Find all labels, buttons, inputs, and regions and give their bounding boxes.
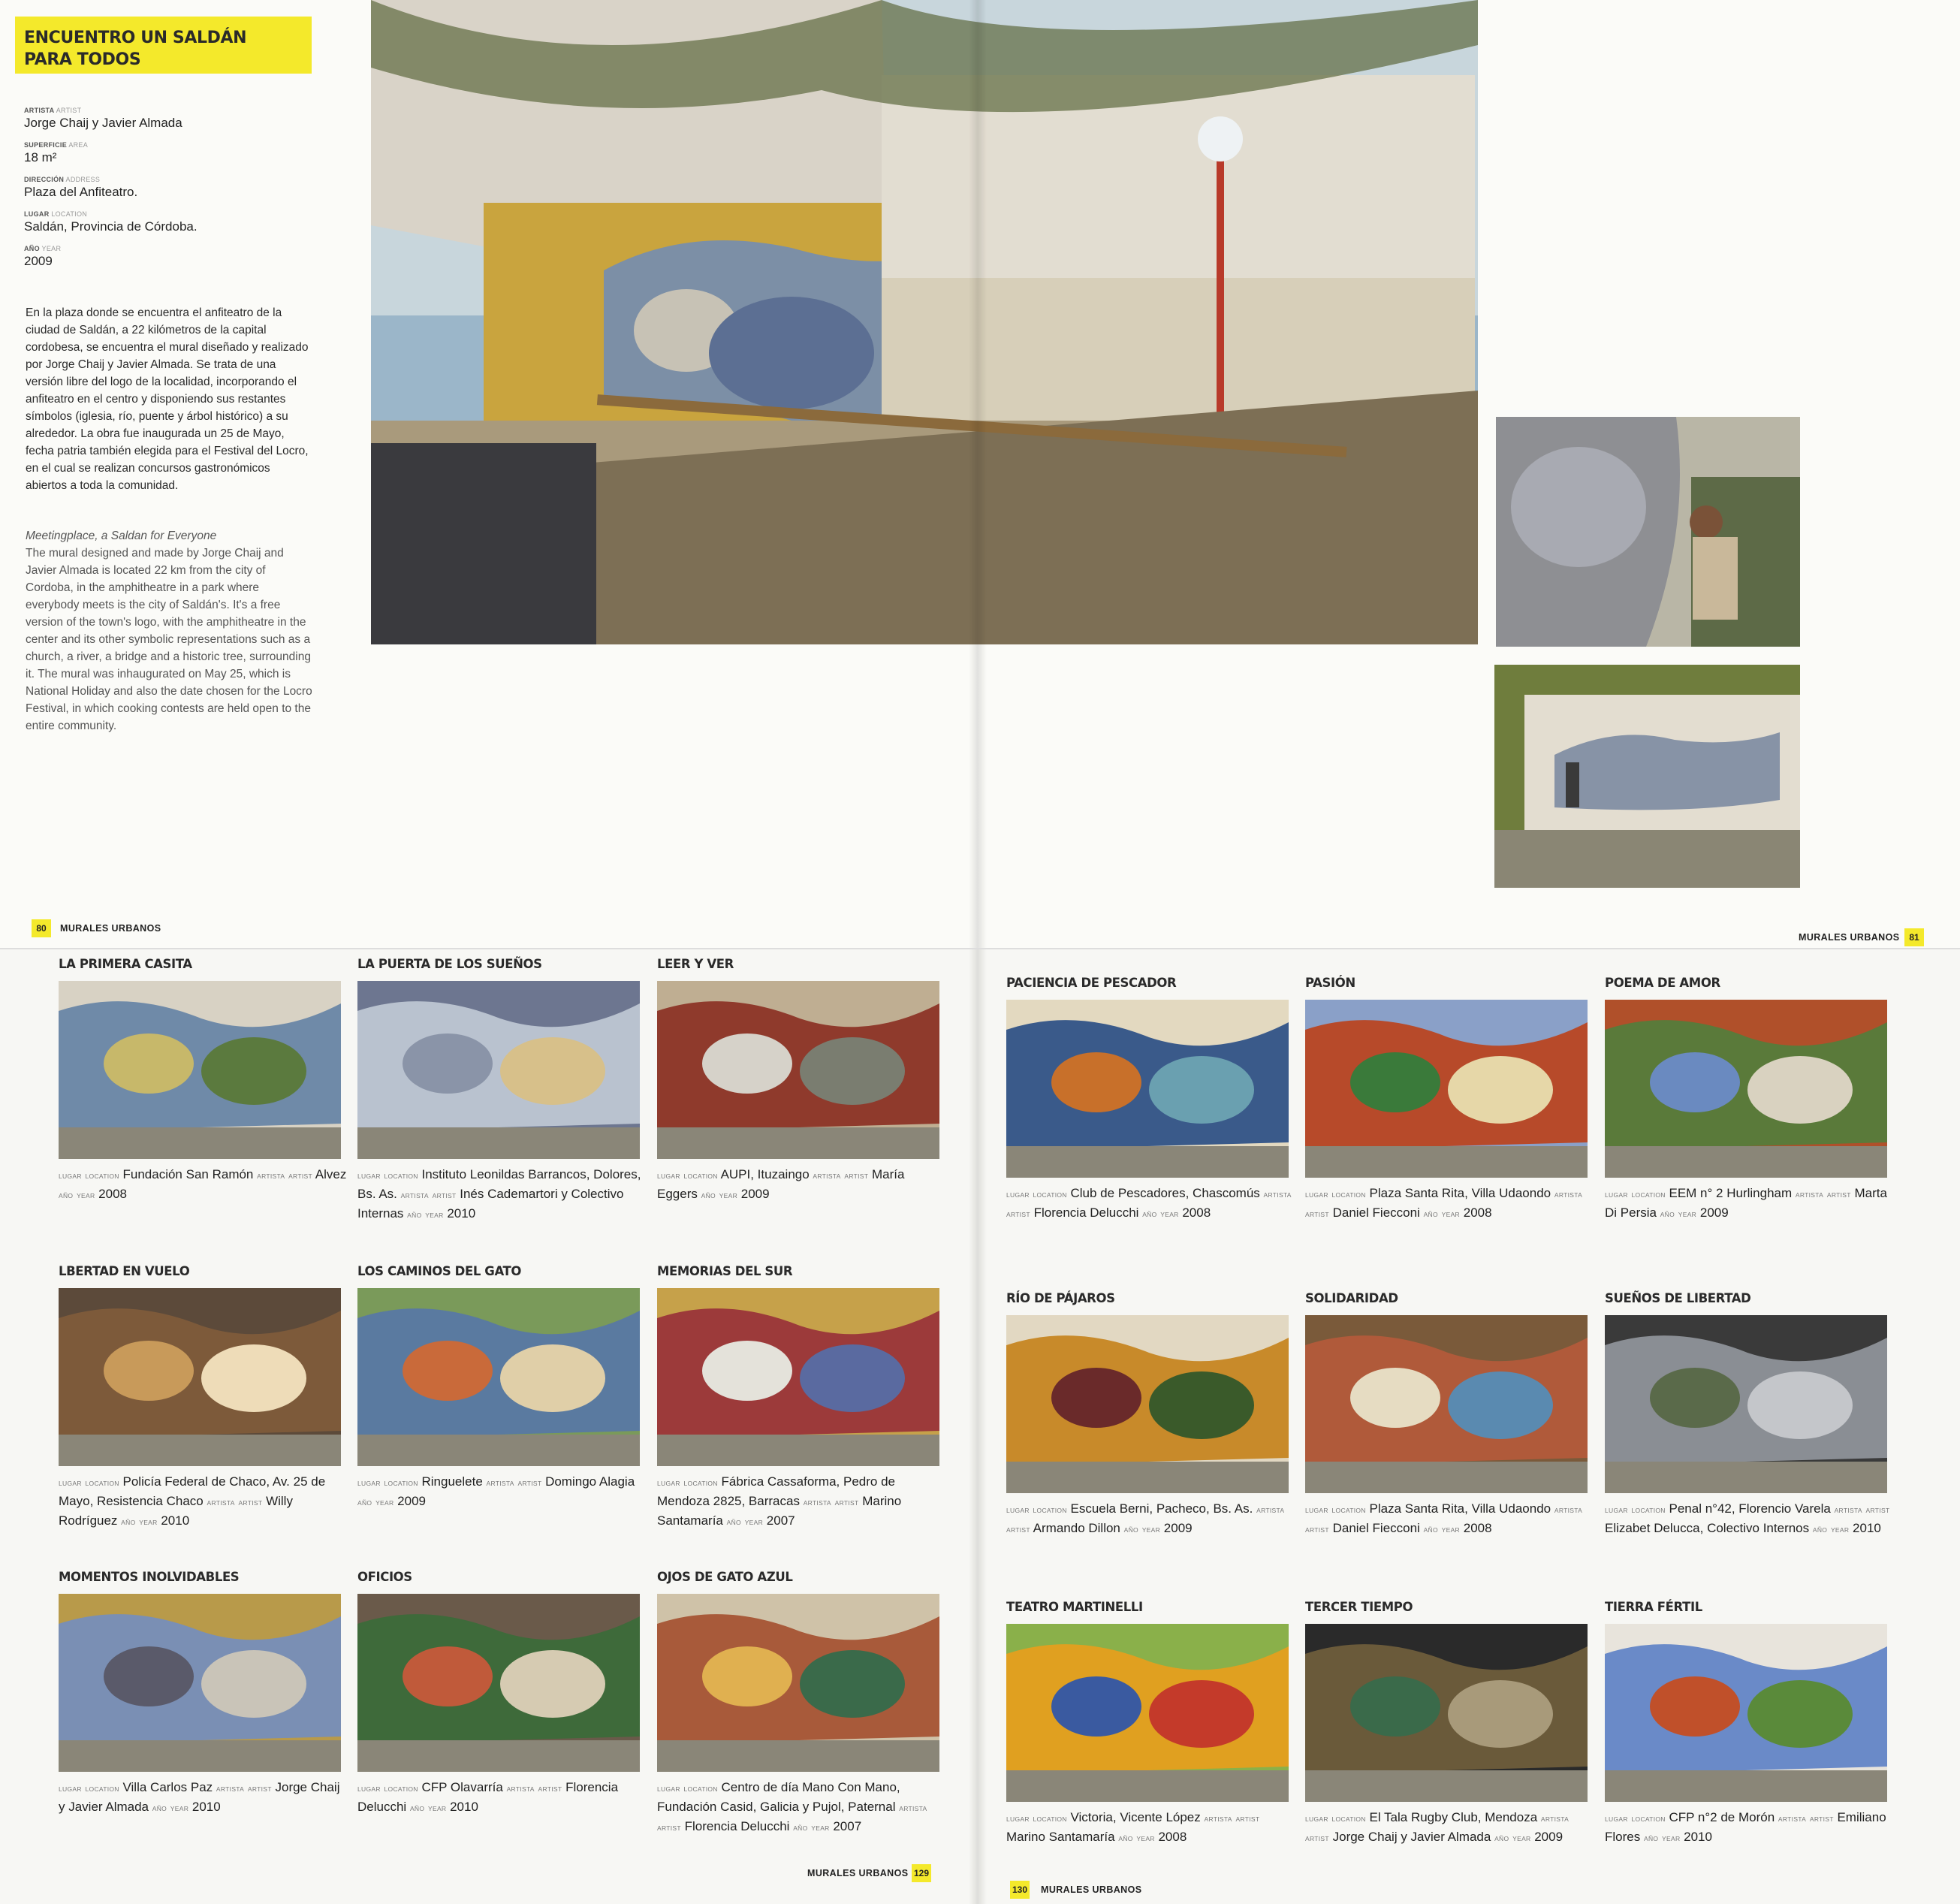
mural-location: Centro de día Mano Con Mano, Fundación Casid, Galicia y Pujol, Paternal bbox=[657, 1780, 900, 1814]
article-body-english bbox=[26, 527, 315, 735]
mural-caption: LUGAR LOCATION Policía Federal de Chaco, Av. 25 de Mayo, Resistencia Chaco ARTISTA ARTIST Willy Rodríguez AÑO YEAR 2010 bbox=[59, 1474, 326, 1528]
mural-illustration bbox=[1006, 1315, 1289, 1493]
metadata-label: ARTISTA ARTIST bbox=[24, 107, 82, 114]
page-number-left: 80 bbox=[32, 919, 51, 937]
mural-year: 2009 bbox=[1534, 1830, 1563, 1844]
metadata-field bbox=[24, 245, 317, 269]
article-english-title: Meetingplace, a Saldan for Everyone bbox=[26, 530, 217, 542]
mural-title: PASIÓN bbox=[1305, 976, 1355, 990]
mural-title: SUEÑOS DE LIBERTAD bbox=[1605, 1291, 1751, 1305]
mural-photo bbox=[1305, 1000, 1588, 1178]
mural-year: 2009 bbox=[1163, 1521, 1193, 1535]
mural-illustration bbox=[1605, 1315, 1887, 1493]
mural-title: RÍO DE PÁJAROS bbox=[1006, 1291, 1115, 1305]
mural-title: LBERTAD EN VUELO bbox=[59, 1264, 190, 1278]
mural-artist: Florencia Delucchi bbox=[357, 1780, 619, 1814]
mural-artist: Elizabet Delucca, Colectivo Internos bbox=[1605, 1521, 1810, 1535]
metadata-label: AÑO YEAR bbox=[24, 245, 62, 252]
metadata-value: 18 m² bbox=[24, 150, 57, 164]
running-header-right: MURALES URBANOS bbox=[1799, 932, 1900, 943]
mural-photo bbox=[1605, 1000, 1887, 1178]
metadata-value: Saldán, Provincia de Córdoba. bbox=[24, 219, 198, 234]
mural-artist: Armando Dillon bbox=[1033, 1521, 1120, 1535]
main-mural-illustration bbox=[371, 0, 1478, 644]
page-number-right: 81 bbox=[1904, 928, 1924, 946]
mural-year: 2009 bbox=[740, 1187, 770, 1201]
mural-caption: LUGAR LOCATION Plaza Santa Rita, Villa Udaondo ARTISTA ARTIST Daniel Fiecconi AÑO YEAR 2008 bbox=[1305, 1501, 1583, 1535]
mural-year: 2008 bbox=[1158, 1830, 1187, 1844]
mural-year: 2007 bbox=[833, 1819, 862, 1833]
mural-illustration bbox=[59, 1594, 341, 1772]
mural-location: CFP n°2 de Morón bbox=[1669, 1810, 1775, 1824]
spread-pages-80-81 bbox=[0, 0, 1960, 948]
mural-title: TIERRA FÉRTIL bbox=[1605, 1600, 1702, 1614]
mural-location: CFP Olavarría bbox=[421, 1780, 503, 1794]
article-english-text: The mural designed and made by Jorge Chaij and Javier Almada is located 22 km from the city of Cordoba, in the amphitheatre in a park where everybody meets is the city of Saldán's. It's a free version of the town's logo, with the amphitheatre in the center and its other symbolic representations such as a church, a river, a bridge and a historic tree, surrounding it. The mural was inhaugurated on May 25, which is National Holiday and also the date chosen for the Locro Festival, in which cooking contests are held open to the entire community. bbox=[26, 547, 312, 732]
mural-year: 2007 bbox=[766, 1513, 795, 1528]
mural-illustration bbox=[1605, 1624, 1887, 1802]
mural-photo bbox=[59, 1594, 341, 1772]
page-number-right-2: 130 bbox=[1010, 1881, 1030, 1899]
metadata-field bbox=[24, 176, 317, 200]
mural-location: AUPI, Ituzaingo bbox=[720, 1167, 810, 1181]
mural-caption: LUGAR LOCATION Fundación San Ramón ARTISTA ARTIST Alvez AÑO YEAR 2008 bbox=[59, 1167, 347, 1201]
mural-year: 2010 bbox=[191, 1800, 221, 1814]
mural-in-progress-illustration bbox=[1494, 665, 1800, 888]
mural-title: SOLIDARIDAD bbox=[1305, 1291, 1398, 1305]
mural-illustration bbox=[1305, 1624, 1588, 1802]
mural-caption: LUGAR LOCATION Fábrica Cassaforma, Pedro de Mendoza 2825, Barracas ARTISTA ARTIST Marino Santamaría AÑO YEAR 2007 bbox=[657, 1474, 902, 1528]
mural-caption: LUGAR LOCATION El Tala Rugby Club, Mendoza ARTISTA ARTIST Jorge Chaij y Javier Almada AÑO YEAR 2009 bbox=[1305, 1810, 1570, 1844]
mural-artist: Florencia Delucchi bbox=[1033, 1205, 1139, 1220]
article-title: ENCUENTRO UN SALDÁN PARA TODOS bbox=[24, 29, 247, 69]
mural-artist: Domingo Alagia bbox=[545, 1474, 635, 1489]
mural-location: Plaza Santa Rita, Villa Udaondo bbox=[1369, 1501, 1551, 1516]
mural-caption: LUGAR LOCATION Ringuelete ARTISTA ARTIST Domingo Alagia AÑO YEAR 2009 bbox=[357, 1474, 635, 1508]
mural-illustration bbox=[1006, 1000, 1289, 1178]
mural-artist: Marino Santamaría bbox=[1006, 1830, 1115, 1844]
mural-illustration bbox=[357, 1288, 640, 1466]
mural-artist: Jorge Chaij y Javier Almada bbox=[1332, 1830, 1491, 1844]
mural-year: 2008 bbox=[1463, 1521, 1492, 1535]
artist-working-illustration bbox=[1496, 417, 1800, 647]
mural-caption: LUGAR LOCATION CFP n°2 de Morón ARTISTA ARTIST Emiliano Flores AÑO YEAR 2010 bbox=[1605, 1810, 1886, 1844]
mural-illustration bbox=[657, 981, 939, 1159]
mural-location: Fábrica Cassaforma, Pedro de Mendoza 2825, Barracas bbox=[657, 1474, 895, 1508]
mural-title: LA PUERTA DE LOS SUEÑOS bbox=[357, 957, 542, 971]
mural-title: MOMENTOS INOLVIDABLES bbox=[59, 1570, 240, 1584]
article-body-spanish: En la plaza donde se encuentra el anfiteatro de la ciudad de Saldán, a 22 kilómetros de la capital cordobesa, se encuentra el mural diseñado y realizado por Jorge Chaij y Javier Almada. Se trata de una versión libre del logo de la localidad, incorporando el anfiteatro en el centro y disponiendo sus restantes símbolos (iglesia, río, puente y árbol histórico) a su alrededor. La obra fue inaugurada un 25 de Mayo, fecha patria también elegida para el Festival del Locro, en el cual se realizan concursos gastronómicos abiertos a toda la comunidad. bbox=[26, 306, 309, 492]
mural-photo bbox=[59, 981, 341, 1159]
metadata-field bbox=[24, 107, 317, 131]
mural-title: OJOS DE GATO AZUL bbox=[657, 1570, 793, 1584]
metadata-value: 2009 bbox=[24, 254, 53, 268]
mural-title: POEMA DE AMOR bbox=[1605, 976, 1720, 990]
running-header-left-2: MURALES URBANOS bbox=[807, 1868, 909, 1878]
mural-year: 2010 bbox=[1853, 1521, 1881, 1535]
mural-photo bbox=[1605, 1624, 1887, 1802]
mural-in-progress-photo bbox=[1494, 665, 1800, 888]
metadata-label: SUPERFICIE AREA bbox=[24, 141, 89, 149]
mural-year: 2009 bbox=[397, 1494, 426, 1508]
mural-title: LOS CAMINOS DEL GATO bbox=[357, 1264, 522, 1278]
mural-location: Penal n°42, Florencio Varela bbox=[1669, 1501, 1831, 1516]
mural-artist: Inés Cademartori y Colectivo Internas bbox=[357, 1187, 624, 1221]
mural-caption: LUGAR LOCATION Club de Pescadores, Chascomús ARTISTA ARTIST Florencia Delucchi AÑO YEAR 2008 bbox=[1006, 1186, 1292, 1220]
mural-title: PACIENCIA DE PESCADOR bbox=[1006, 976, 1177, 990]
mural-photo bbox=[357, 1288, 640, 1466]
mural-year: 2008 bbox=[98, 1187, 127, 1201]
mural-illustration bbox=[357, 981, 640, 1159]
running-header-left: MURALES URBANOS bbox=[60, 923, 161, 934]
mural-title: TERCER TIEMPO bbox=[1305, 1600, 1413, 1614]
mural-location: Villa Carlos Paz bbox=[122, 1780, 213, 1794]
mural-photo bbox=[1006, 1624, 1289, 1802]
metadata-label: LUGAR LOCATION bbox=[24, 210, 88, 218]
mural-illustration bbox=[357, 1594, 640, 1772]
mural-location: Victoria, Vicente López bbox=[1070, 1810, 1201, 1824]
mural-location: Plaza Santa Rita, Villa Udaondo bbox=[1369, 1186, 1551, 1200]
metadata-value: Plaza del Anfiteatro. bbox=[24, 185, 138, 199]
mural-caption: LUGAR LOCATION AUPI, Ituzaingo ARTISTA ARTIST María Eggers AÑO YEAR 2009 bbox=[657, 1167, 905, 1201]
mural-artist: Emiliano Flores bbox=[1605, 1810, 1886, 1844]
mural-year: 2010 bbox=[447, 1206, 476, 1221]
page-number-left-2: 129 bbox=[912, 1864, 931, 1882]
mural-year: 2010 bbox=[450, 1800, 478, 1814]
mural-photo bbox=[357, 1594, 640, 1772]
spread-pages-129-130 bbox=[0, 948, 1960, 1904]
mural-artist: Daniel Fiecconi bbox=[1332, 1205, 1420, 1220]
mural-caption: LUGAR LOCATION Villa Carlos Paz ARTISTA ARTIST Jorge Chaij y Javier Almada AÑO YEAR 2010 bbox=[59, 1780, 340, 1814]
mural-year: 2009 bbox=[1699, 1205, 1729, 1220]
mural-title: LA PRIMERA CASITA bbox=[59, 957, 192, 971]
mural-photo bbox=[1305, 1624, 1588, 1802]
mural-title: OFICIOS bbox=[357, 1570, 412, 1584]
mural-title: MEMORIAS DEL SUR bbox=[657, 1264, 793, 1278]
metadata-value: Jorge Chaij y Javier Almada bbox=[24, 116, 182, 130]
mural-artist: Jorge Chaij y Javier Almada bbox=[59, 1780, 340, 1814]
mural-photo bbox=[657, 1288, 939, 1466]
mural-artist: Daniel Fiecconi bbox=[1332, 1521, 1420, 1535]
mural-caption: LUGAR LOCATION Victoria, Vicente López ARTISTA ARTIST Marino Santamaría AÑO YEAR 2008 bbox=[1006, 1810, 1260, 1844]
mural-illustration bbox=[59, 981, 341, 1159]
mural-artist: Marta Di Persia bbox=[1605, 1186, 1887, 1220]
mural-illustration bbox=[1006, 1624, 1289, 1802]
mural-photo bbox=[1006, 1315, 1289, 1493]
mural-caption: LUGAR LOCATION Escuela Berni, Pacheco, Bs. As. ARTISTA ARTIST Armando Dillon AÑO YEAR 2009 bbox=[1006, 1501, 1285, 1535]
mural-caption: LUGAR LOCATION CFP Olavarría ARTISTA ARTIST Florencia Delucchi AÑO YEAR 2010 bbox=[357, 1780, 619, 1814]
mural-illustration bbox=[657, 1594, 939, 1772]
mural-artist: Marino Santamaría bbox=[657, 1494, 902, 1528]
mural-year: 2010 bbox=[161, 1513, 190, 1528]
mural-location: Escuela Berni, Pacheco, Bs. As. bbox=[1070, 1501, 1253, 1516]
mural-photo bbox=[657, 981, 939, 1159]
mural-artist: Willy Rodríguez bbox=[59, 1494, 293, 1528]
mural-location: El Tala Rugby Club, Mendoza bbox=[1369, 1810, 1538, 1824]
mural-caption: LUGAR LOCATION EEM n° 2 Hurlingham ARTISTA ARTIST Marta Di Persia AÑO YEAR 2009 bbox=[1605, 1186, 1887, 1220]
mural-photo bbox=[1305, 1315, 1588, 1493]
main-mural-photo bbox=[371, 0, 1478, 644]
mural-photo bbox=[357, 981, 640, 1159]
metadata-label: DIRECCIÓN ADDRESS bbox=[24, 176, 101, 183]
mural-title: TEATRO MARTINELLI bbox=[1006, 1600, 1143, 1614]
mural-illustration bbox=[1305, 1000, 1588, 1178]
mural-location: EEM n° 2 Hurlingham bbox=[1669, 1186, 1793, 1200]
mural-caption: LUGAR LOCATION Instituto Leonildas Barrancos, Dolores, Bs. As. ARTISTA ARTIST Inés Cademartori y Colectivo Internas AÑO YEAR 2010 bbox=[357, 1167, 641, 1221]
metadata-field bbox=[24, 210, 317, 234]
metadata-field bbox=[24, 141, 317, 165]
mural-illustration bbox=[657, 1288, 939, 1466]
mural-location: Club de Pescadores, Chascomús bbox=[1070, 1186, 1260, 1200]
mural-year: 2008 bbox=[1182, 1205, 1211, 1220]
artist-working-photo bbox=[1496, 417, 1800, 647]
mural-illustration bbox=[59, 1288, 341, 1466]
mural-caption: LUGAR LOCATION Plaza Santa Rita, Villa Udaondo ARTISTA ARTIST Daniel Fiecconi AÑO YEAR 2008 bbox=[1305, 1186, 1583, 1220]
mural-illustration bbox=[1305, 1315, 1588, 1493]
running-header-right-2: MURALES URBANOS bbox=[1041, 1884, 1142, 1895]
mural-artist: Florencia Delucchi bbox=[684, 1819, 790, 1833]
mural-caption: LUGAR LOCATION Penal n°42, Florencio Varela ARTISTA ARTIST Elizabet Delucca, Colectivo Internos AÑO YEAR 2010 bbox=[1605, 1501, 1890, 1535]
mural-photo bbox=[1006, 1000, 1289, 1178]
mural-caption: LUGAR LOCATION Centro de día Mano Con Mano, Fundación Casid, Galicia y Pujol, Paternal ARTISTA ARTIST Florencia Delucchi AÑO YEAR 2007 bbox=[657, 1780, 927, 1833]
mural-year: 2010 bbox=[1684, 1830, 1712, 1844]
mural-photo bbox=[657, 1594, 939, 1772]
mural-photo bbox=[1605, 1315, 1887, 1493]
mural-location: Instituto Leonildas Barrancos, Dolores, Bs. As. bbox=[357, 1167, 641, 1201]
book-gutter-2 bbox=[969, 949, 987, 1904]
mural-artist: María Eggers bbox=[657, 1167, 905, 1201]
mural-title: LEER Y VER bbox=[657, 957, 734, 971]
mural-illustration bbox=[1605, 1000, 1887, 1178]
book-gutter bbox=[969, 0, 987, 948]
mural-year: 2008 bbox=[1463, 1205, 1492, 1220]
mural-location: Ringuelete bbox=[421, 1474, 483, 1489]
mural-location: Policía Federal de Chaco, Av. 25 de Mayo, Resistencia Chaco bbox=[59, 1474, 326, 1508]
mural-photo bbox=[59, 1288, 341, 1466]
article-title-box bbox=[15, 17, 312, 74]
mural-location: Fundación San Ramón bbox=[122, 1167, 254, 1181]
mural-artist: Alvez bbox=[315, 1167, 347, 1181]
